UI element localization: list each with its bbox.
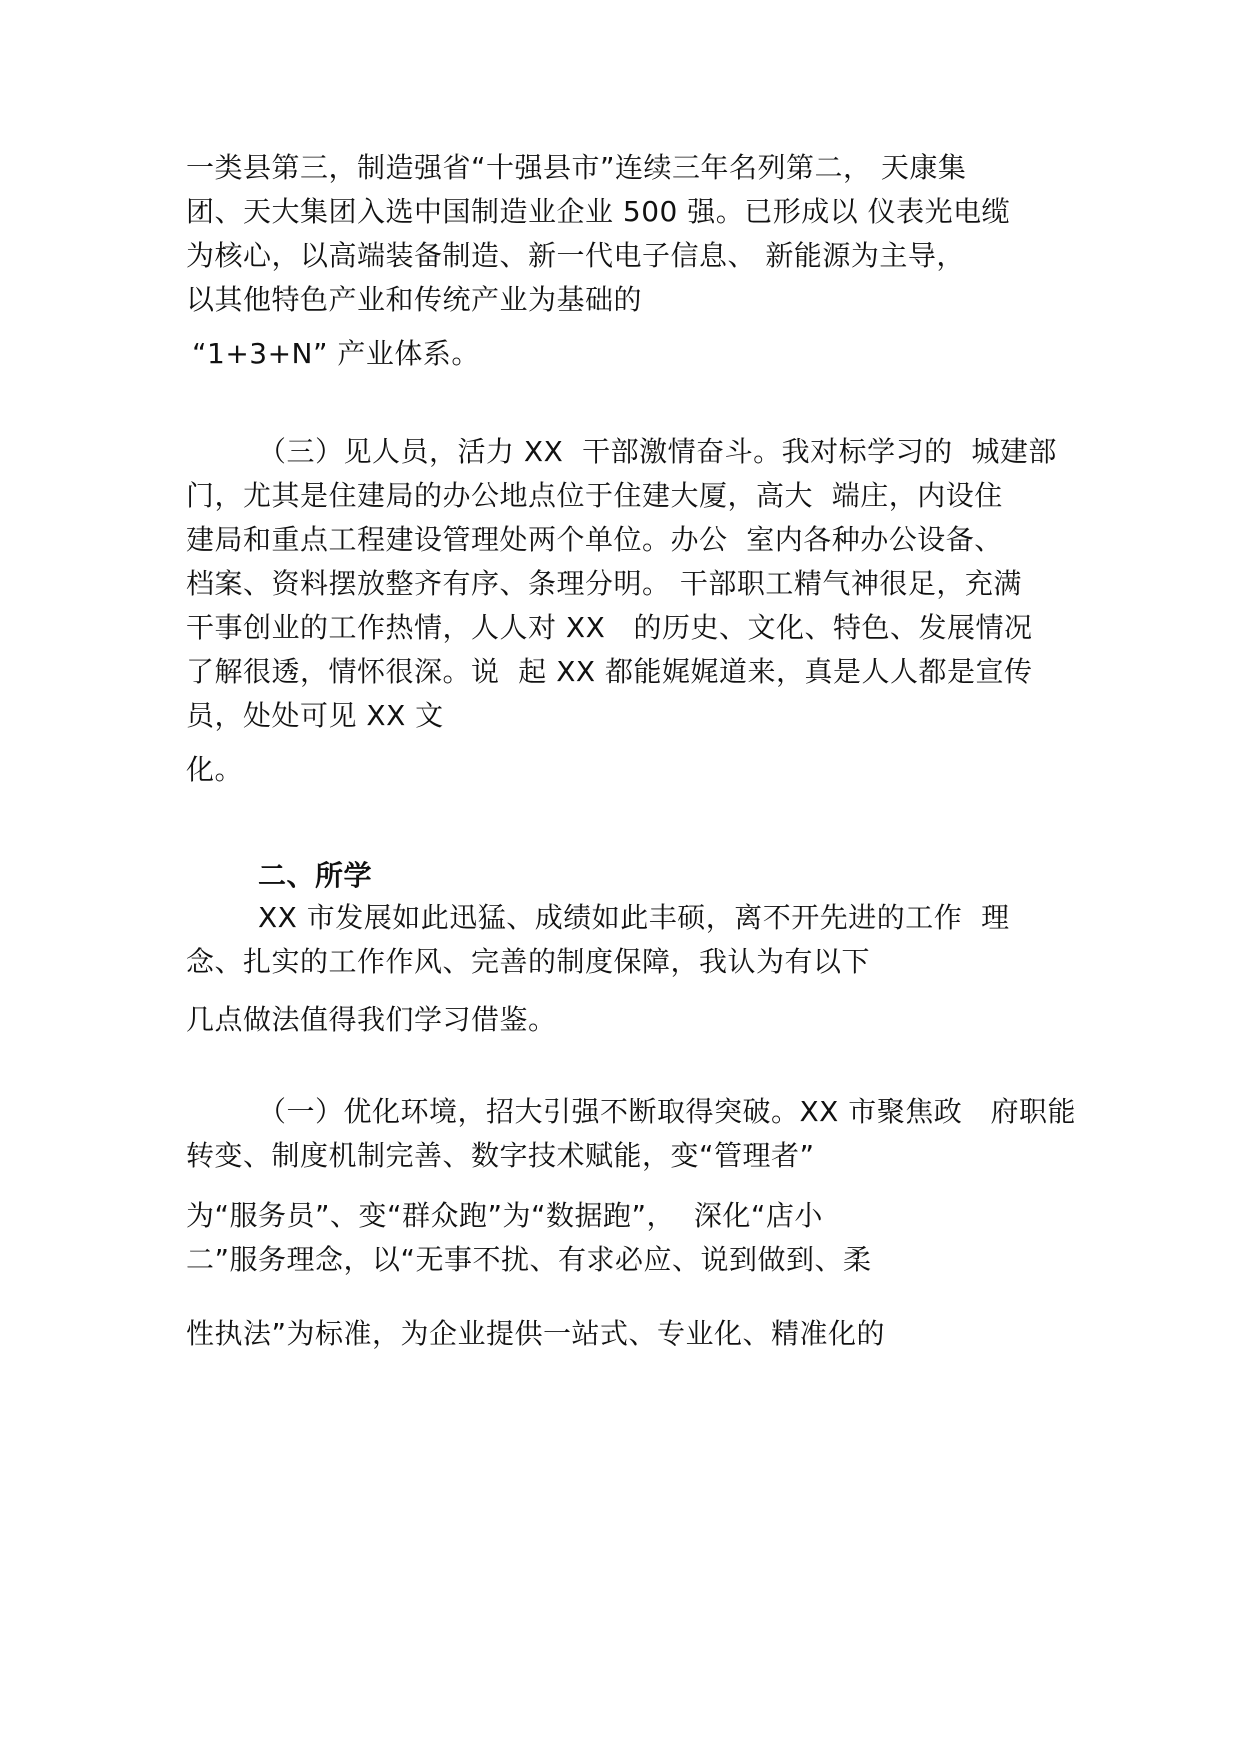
paragraph-line: XX 市发展如此迅猛、成绩如此丰硕，离不开先进的工作 理: [258, 901, 1010, 934]
paragraph-line: 了解很透，情怀很深。说 起 XX 都能娓娓道来，真是人人都是宣传: [186, 655, 1033, 688]
paragraph-line: （三）见人员，活力 XX 干部激情奋斗。我对标学习的 城建部: [258, 435, 1057, 468]
paragraph-line: 转变、制度机制完善、数字技术赋能，变“管理者”: [186, 1139, 815, 1172]
paragraph-line: 念、扎实的工作作风、完善的制度保障，我认为有以下: [186, 945, 871, 978]
paragraph-line: 为核心，以高端装备制造、新一代电子信息、 新能源为主导，: [186, 239, 965, 272]
paragraph-line: 为“服务员”、变“群众跑”为“数据跑”， 深化“店小: [186, 1199, 823, 1232]
paragraph-line: 团、天大集团入选中国制造业企业 500 强。已形成以 仪表光电缆: [186, 195, 1011, 228]
paragraph-line: 以其他特色产业和传统产业为基础的: [186, 283, 643, 316]
section-heading: 二、所学: [258, 859, 373, 892]
paragraph-line: 干事创业的工作热情，人人对 XX 的历史、文化、特色、发展情况: [186, 611, 1033, 644]
paragraph-line: 一类县第三，制造强省“十强县市”连续三年名列第二， 天康集: [186, 151, 967, 184]
paragraph-line: 档案、资料摆放整齐有序、条理分明。 干部职工精气神很足，充满: [186, 567, 1022, 600]
paragraph-line: 员，处处可见 XX 文: [186, 699, 444, 732]
paragraph-line: 建局和重点工程建设管理处两个单位。办公 室内各种办公设备、: [186, 523, 1003, 556]
paragraph-line: （一）优化环境，招大引强不断取得突破。XX 市聚焦政 府职能: [258, 1095, 1076, 1128]
paragraph-line: 二”服务理念，以“无事不扰、有求必应、说到做到、柔: [186, 1243, 872, 1276]
paragraph-line: 门，尤其是住建局的办公地点位于住建大厦，高大 端庄，内设住: [186, 479, 1003, 512]
paragraph-line: 性执法”为标准，为企业提供一站式、专业化、精准化的: [186, 1317, 886, 1350]
paragraph-line: 几点做法值得我们学习借鉴。: [186, 1003, 557, 1036]
paragraph-line: “1+3+N” 产业体系。: [192, 337, 480, 370]
paragraph-line: 化。: [186, 753, 244, 786]
